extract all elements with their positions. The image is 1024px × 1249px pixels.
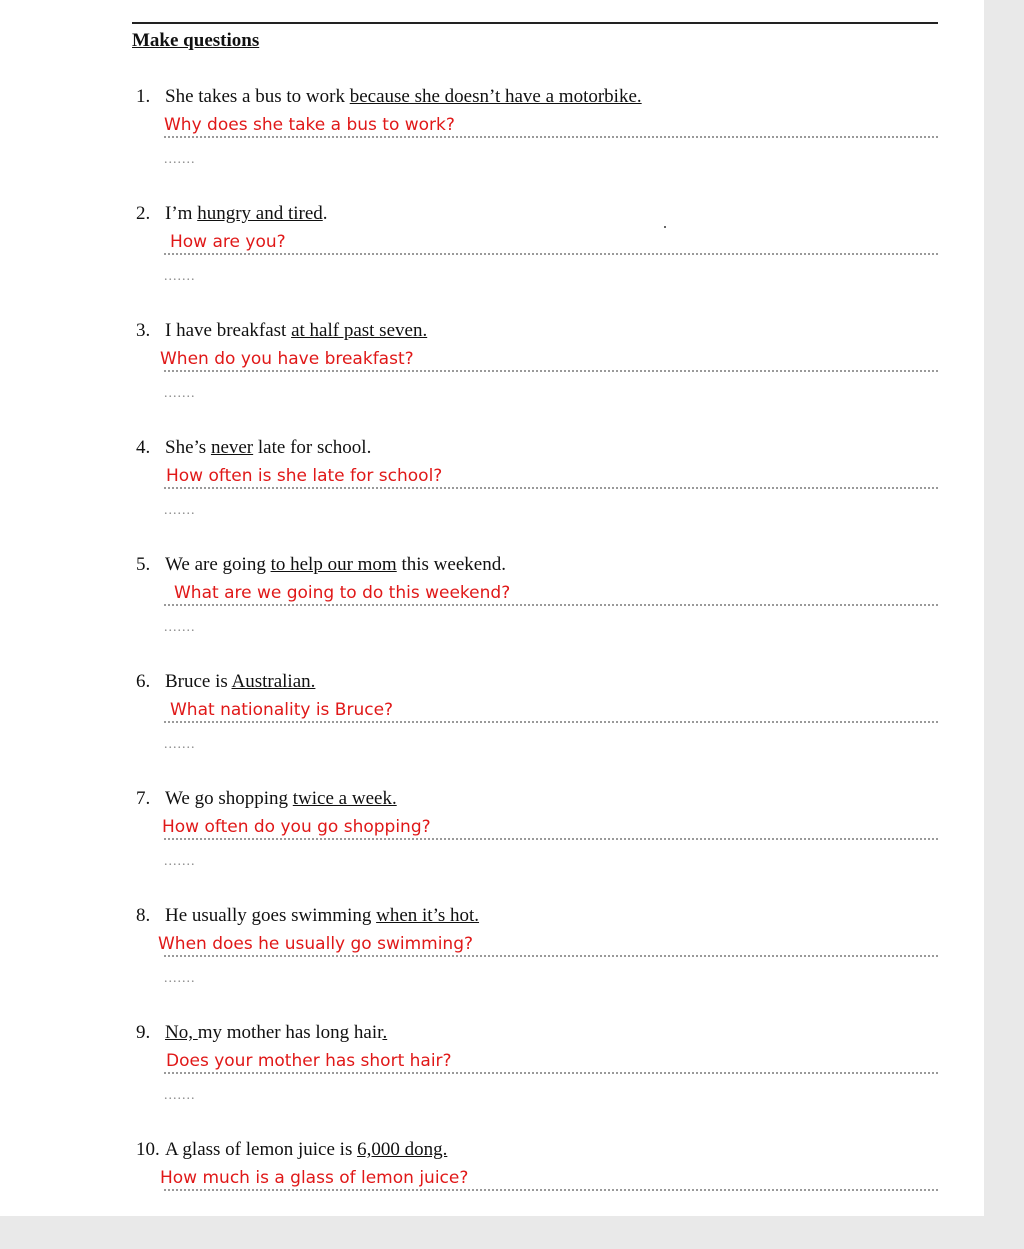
answer-text: What are we going to do this weekend? [174, 583, 511, 603]
question-item [136, 671, 938, 781]
blank-dots: ....... [164, 269, 196, 284]
question-item [136, 437, 938, 547]
question-item [136, 905, 938, 1015]
blank-dots: ....... [164, 503, 196, 518]
answer-text: How often is she late for school? [166, 466, 443, 486]
answer-line [164, 110, 938, 138]
question-sentence [136, 1139, 447, 1161]
question-item [136, 788, 938, 898]
question-sentence [136, 86, 642, 108]
sentence-text: I have breakfast [165, 320, 292, 341]
underlined-phrase: 6,000 dong. [357, 1139, 448, 1160]
underlined-phrase: hungry and tired [197, 203, 323, 224]
question-number: 6. [136, 671, 151, 692]
question-sentence [136, 437, 371, 459]
question-number: 9. [136, 1022, 151, 1043]
question-sentence [136, 1022, 387, 1044]
question-item [136, 1139, 938, 1249]
blank-dots: ....... [164, 152, 196, 167]
sentence-text: We go shopping [165, 788, 293, 809]
question-number: 3. [136, 320, 151, 341]
stray-mark [664, 226, 666, 228]
top-rule [132, 22, 938, 24]
answer-line [160, 1163, 938, 1191]
question-sentence [136, 554, 506, 576]
page-title: Make questions [132, 30, 260, 51]
underlined-phrase: No, [165, 1022, 198, 1043]
answer-line [164, 227, 938, 255]
sentence-text: He usually goes swimming [165, 905, 377, 926]
underlined-phrase: never [210, 437, 254, 458]
sentence-text: Bruce is [165, 671, 232, 692]
question-item [136, 86, 938, 196]
answer-line [164, 578, 938, 606]
sentence-text: this weekend. [396, 554, 506, 575]
question-number: 7. [136, 788, 151, 809]
blank-dots: ....... [164, 737, 196, 752]
question-sentence [136, 905, 479, 927]
blank-dots: ....... [164, 854, 196, 869]
question-sentence [136, 203, 328, 225]
sentence-text: my mother has long hair [197, 1022, 383, 1043]
answer-line [164, 695, 938, 723]
answer-line [164, 1046, 938, 1074]
underlined-phrase: when it’s hot. [376, 905, 480, 926]
question-number: 1. [136, 86, 151, 107]
answer-line [164, 461, 938, 489]
question-number: 4. [136, 437, 151, 458]
blank-dots: ....... [164, 1088, 196, 1103]
answer-line [164, 812, 938, 840]
question-number: 8. [136, 905, 151, 926]
underlined-phrase: Australian. [231, 671, 316, 692]
sentence-text: . [322, 203, 328, 224]
answer-text: When do you have breakfast? [160, 349, 414, 369]
underlined-phrase: twice a week. [292, 788, 397, 809]
answer-text: How often do you go shopping? [162, 817, 431, 837]
answer-text: When does he usually go swimming? [158, 934, 474, 954]
question-sentence [136, 671, 315, 693]
question-sentence [136, 320, 427, 342]
underlined-phrase: because she doesn’t have a motorbike. [349, 86, 642, 107]
underlined-phrase: to help our mom [270, 554, 397, 575]
answer-text: Why does she take a bus to work? [164, 115, 455, 135]
answer-text: How much is a glass of lemon juice? [160, 1168, 469, 1188]
question-sentence [136, 788, 397, 810]
sentence-text: She takes a bus to work [165, 86, 350, 107]
answer-line [158, 929, 938, 957]
question-item [136, 1022, 938, 1132]
answer-text: Does your mother has short hair? [166, 1051, 452, 1071]
sentence-text: A glass of lemon juice is [165, 1139, 358, 1160]
sentence-text: I’m [165, 203, 198, 224]
sentence-text: We are going [165, 554, 271, 575]
blank-dots: ....... [164, 620, 196, 635]
underlined-phrase: . [382, 1022, 388, 1043]
question-item [136, 554, 938, 664]
question-item [136, 203, 938, 313]
question-number: 5. [136, 554, 151, 575]
blank-dots: ....... [164, 971, 196, 986]
sentence-text: late for school. [253, 437, 372, 458]
sentence-text: She’s [165, 437, 211, 458]
question-item [136, 320, 938, 430]
answer-line [160, 344, 938, 372]
answer-text: How are you? [170, 232, 286, 252]
answer-text: What nationality is Bruce? [170, 700, 394, 720]
viewer-background [984, 0, 1024, 1216]
underlined-phrase: at half past seven. [291, 320, 428, 341]
blank-dots: ....... [164, 386, 196, 401]
question-number: 2. [136, 203, 151, 224]
question-number: 10. [136, 1139, 160, 1160]
